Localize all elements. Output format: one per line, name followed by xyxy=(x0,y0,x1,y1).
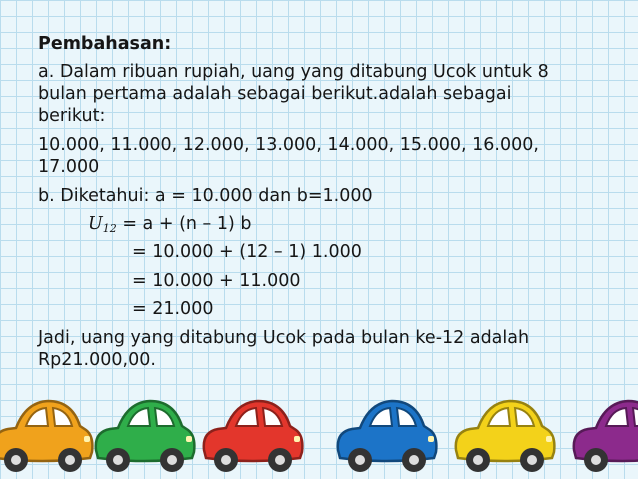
red-car-icon xyxy=(196,392,308,478)
yellow-car-icon xyxy=(448,392,560,478)
orange-car-icon xyxy=(0,392,98,478)
formula-rhs: = a + (n – 1) b xyxy=(122,214,252,234)
blue-car-icon xyxy=(330,392,442,478)
conclusion-line-2: Rp21.000,00. xyxy=(38,350,156,370)
step-1: = 10.000 + (12 – 1) 1.000 xyxy=(132,242,362,262)
step-3: = 21.000 xyxy=(132,299,214,319)
step-2: = 10.000 + 11.000 xyxy=(132,271,301,291)
formula-variable: $U_{12}$ xyxy=(88,214,117,235)
text-line-1: a. Dalam ribuan rupiah, uang yang ditabung Ucok untuk 8 xyxy=(38,62,549,82)
formula-subscript: 12 xyxy=(102,222,117,235)
sequence-line-2: 17.000 xyxy=(38,157,100,177)
conclusion-line-1: Jadi, uang yang ditabung Ucok pada bulan ke-12 adalah xyxy=(38,328,530,348)
car-border xyxy=(0,392,638,479)
text-line-3: berikut: xyxy=(38,106,106,126)
known-values: b. Diketahui: a = 10.000 dan b=1.000 xyxy=(38,186,373,206)
text-line-2: bulan pertama adalah sebagai berikut.adalah sebagai xyxy=(38,84,512,104)
purple-car-icon xyxy=(566,392,638,478)
sequence-line-1: 10.000, 11.000, 12.000, 13.000, 14.000, 15.000, 16.000, xyxy=(38,135,539,155)
green-car-icon xyxy=(88,392,200,478)
heading: Pembahasan: xyxy=(38,34,172,54)
formula-line xyxy=(88,213,252,240)
